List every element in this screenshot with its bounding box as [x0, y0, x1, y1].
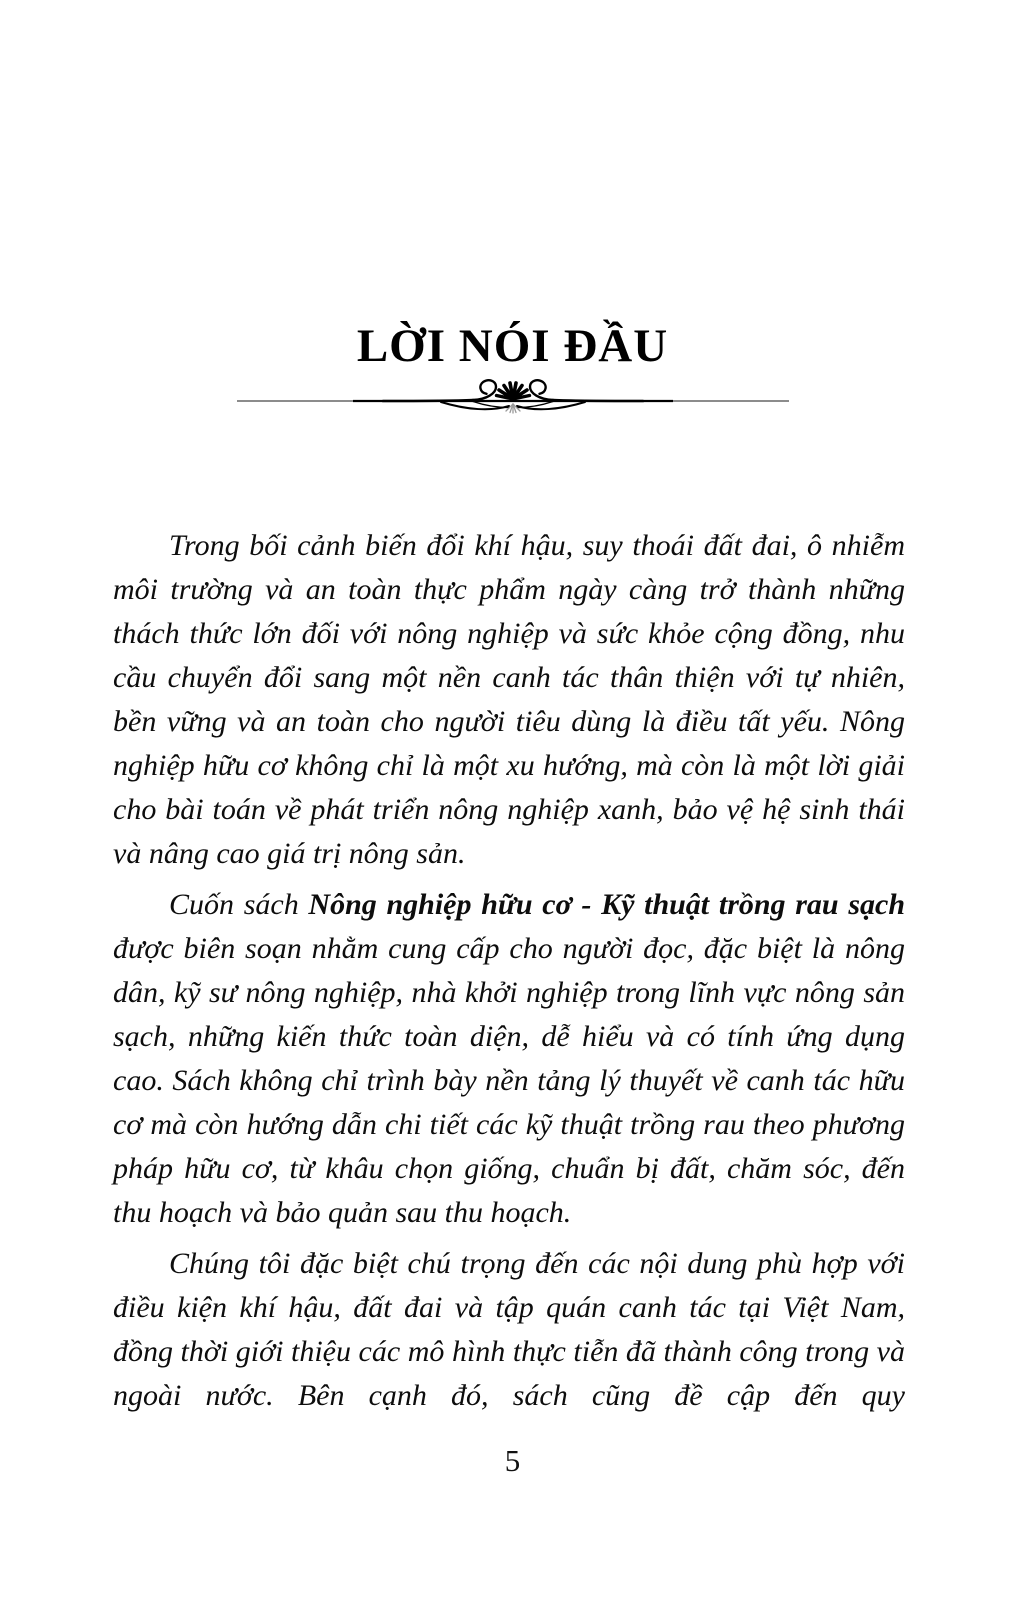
divider-flourish-icon — [233, 378, 793, 424]
paragraph — [113, 1242, 905, 1418]
paragraph-text: Trong bối cảnh biến đổi khí hậu, suy thoái đất đai, ô nhiễm môi trường và an toàn thực phẩm ngày càng trở thành những thách thức lớn đối với nông nghiệp và sức khỏe cộng đồng, nhu cầu chuyển đổi sang một nền canh tác thân thiện với tự nhiên, bền vững và an toàn cho người tiêu dùng là điều tất yếu. Nông nghiệp hữu cơ không chỉ là một xu hướng, mà còn là một lời giải cho bài toán về phát triển nông nghiệp xanh, bảo vệ hệ sinh thái và nâng cao giá trị nông sản. — [113, 529, 905, 870]
page-number: 5 — [504, 1443, 521, 1478]
paragraph-text: được biên soạn nhằm cung cấp cho người đọc, đặc biệt là nông dân, kỹ sư nông nghiệp, nhà khởi nghiệp trong lĩnh vực nông sản sạch, những kiến thức toàn diện, dễ hiểu và có tính ứng dụng cao. Sách không chỉ trình bày nền tảng lý thuyết về canh tác hữu cơ mà còn hướng dẫn chi tiết các kỹ thuật trồng rau theo phương pháp hữu cơ, từ khâu chọn giống, chuẩn bị đất, chăm sóc, đến thu hoạch và bảo quản sau thu hoạch. — [113, 932, 905, 1229]
paragraph-text: Cuốn sách — [169, 888, 309, 921]
book-title-bold-text: Nông nghiệp hữu cơ - Kỹ thuật trồng rau sạch — [308, 888, 905, 921]
paragraph — [113, 524, 905, 876]
paragraph — [113, 883, 905, 1235]
page-title: LỜI NÓI ĐẦU — [356, 320, 669, 372]
body-paragraphs — [113, 524, 905, 1425]
paragraph-text: Chúng tôi đặc biệt chú trọng đến các nội dung phù hợp với điều kiện khí hậu, đất đai và tập quán canh tác tại Việt Nam, đồng thời giới thiệu các mô hình thực tiễn đã thành công trong và ngoài nước. Bên cạnh đó, sách cũng đề cập đến quy — [113, 1247, 905, 1412]
